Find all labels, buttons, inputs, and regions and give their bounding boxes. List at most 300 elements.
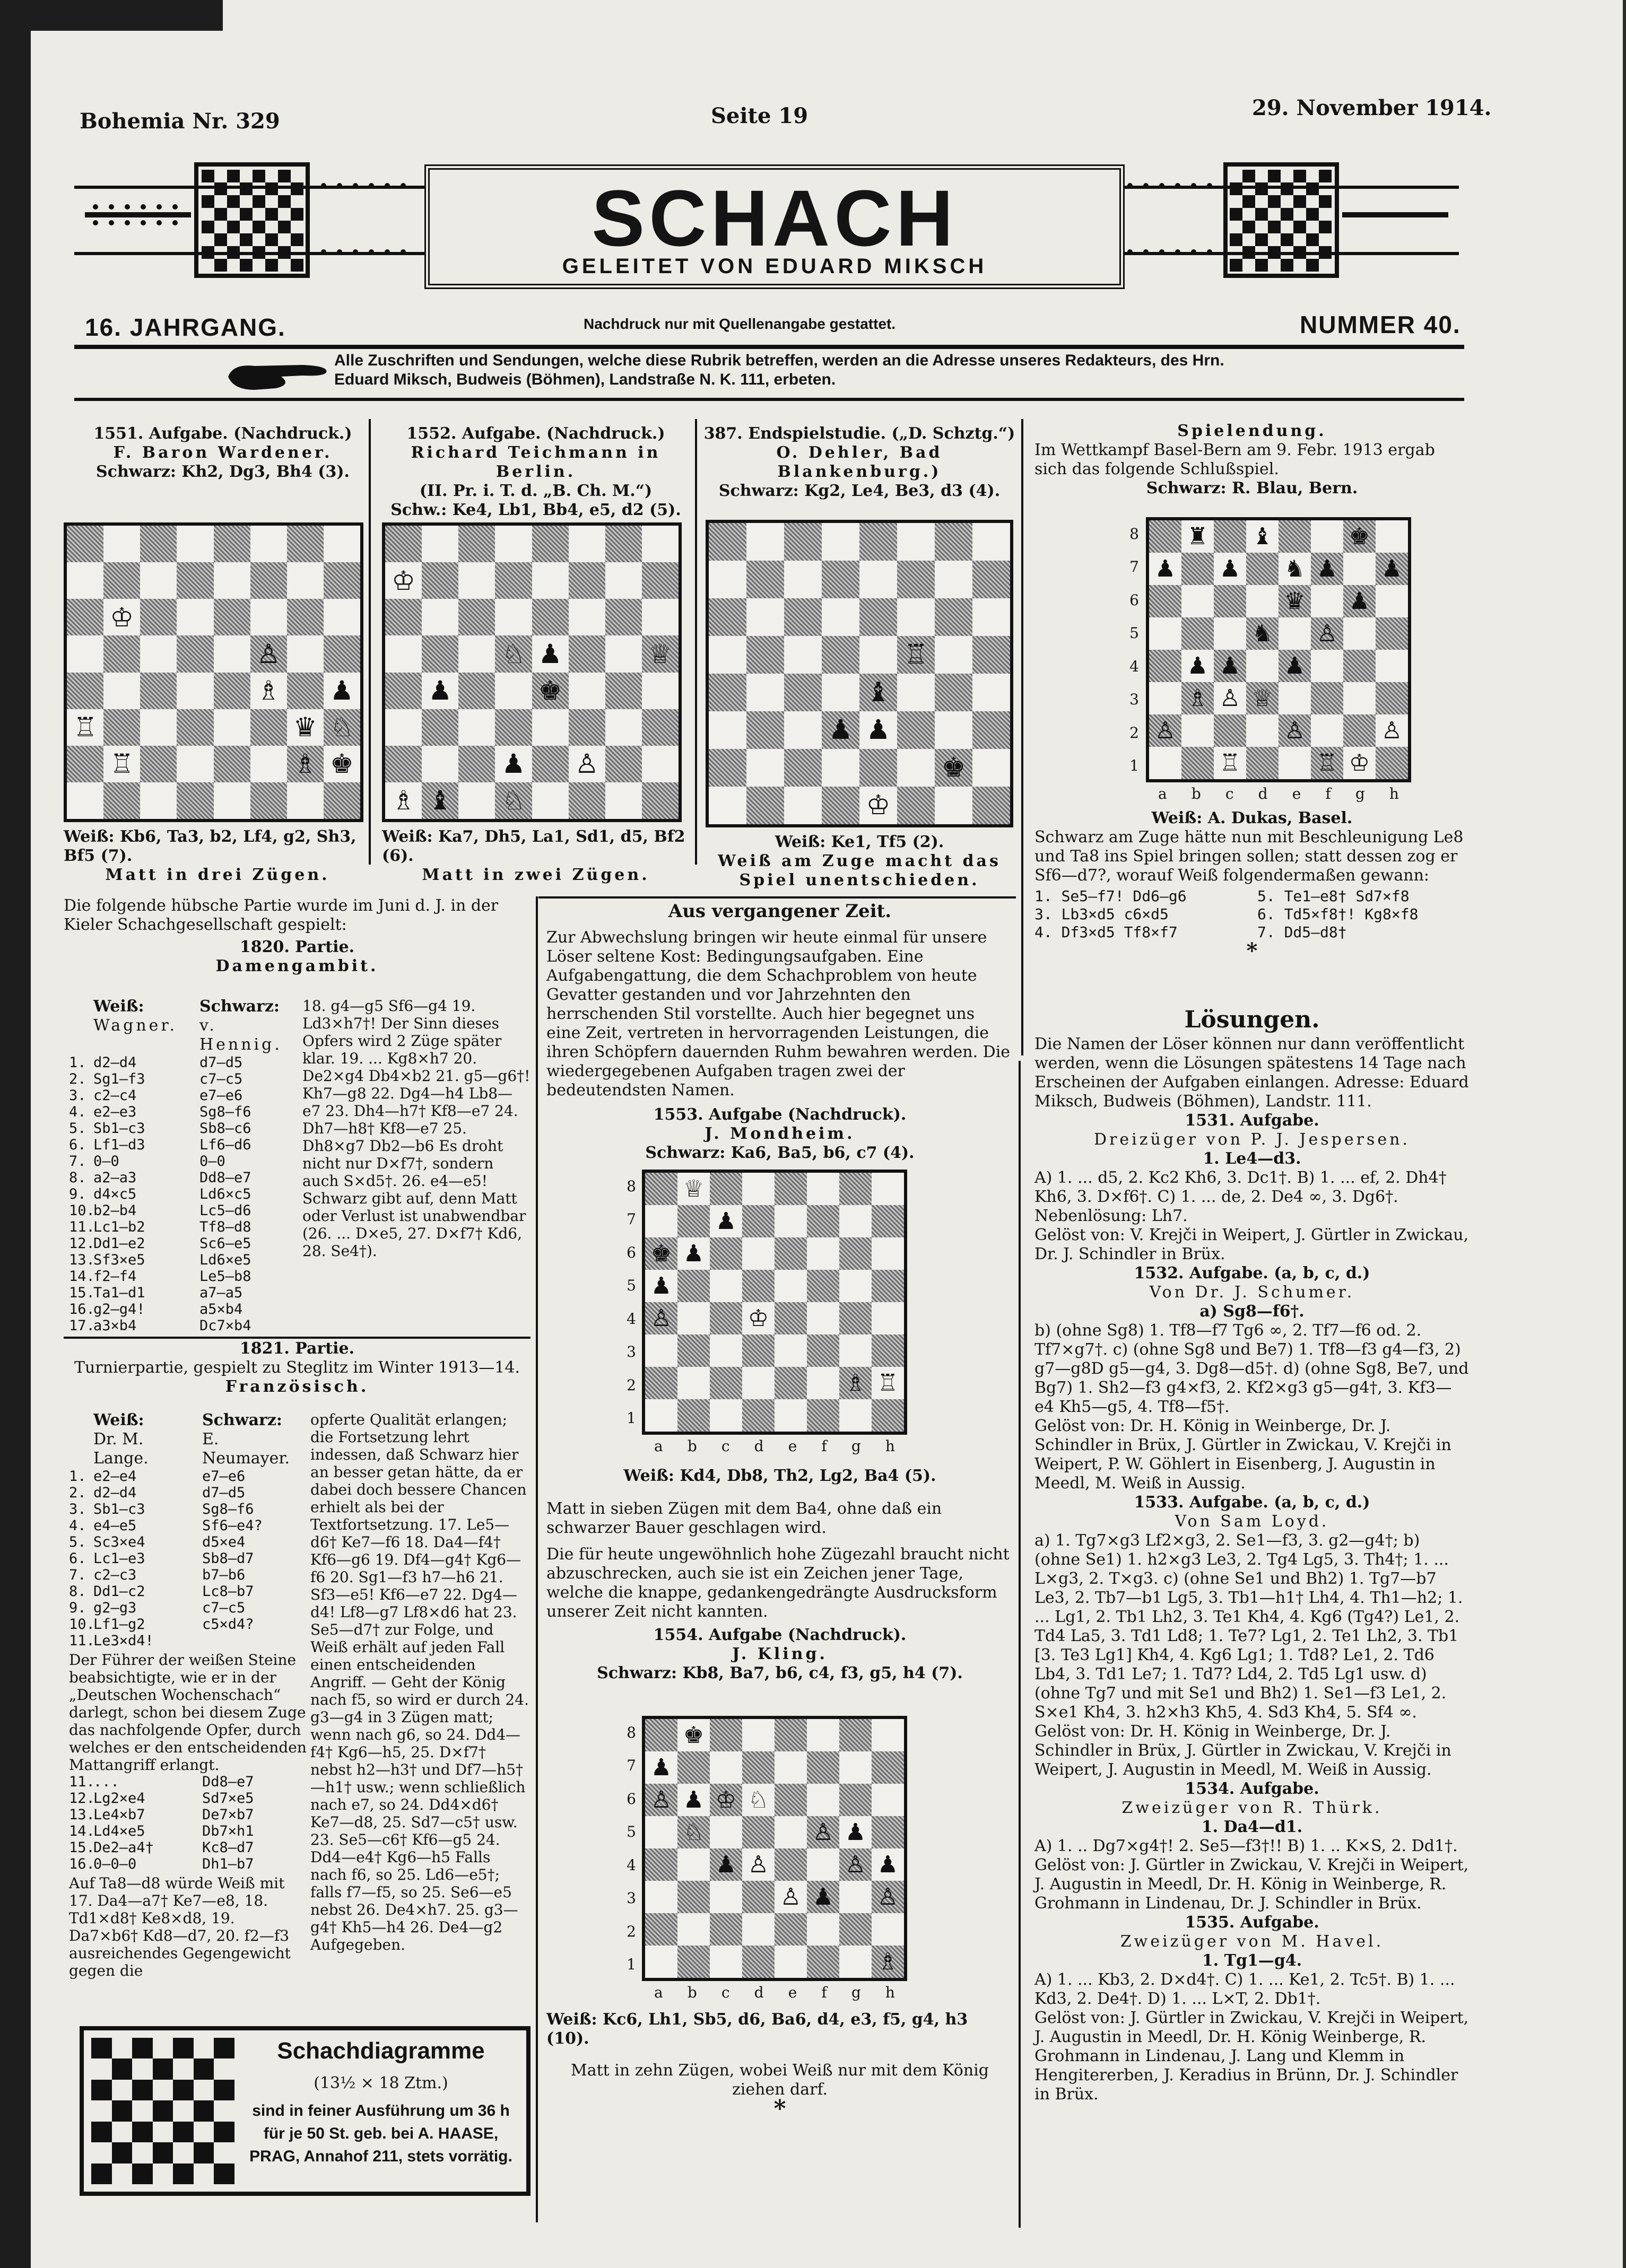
chess-piece: ♟ — [1316, 555, 1338, 582]
rank-label: 8 — [627, 1723, 636, 1741]
board-square — [103, 673, 140, 709]
board-387 — [706, 520, 1013, 827]
board-square — [1149, 617, 1181, 650]
board-square — [1343, 520, 1376, 553]
rank-label: 8 — [1129, 525, 1139, 543]
problem-stipulation: Matt in sieben Zügen mit dem Ba4, ohne daß ein schwarzer Bauer geschlagen wird. — [546, 1499, 942, 1537]
chess-piece: ♖ — [877, 1369, 899, 1397]
board-square — [839, 1367, 872, 1399]
chess-piece: ♝ — [428, 785, 453, 816]
board-square — [677, 1751, 710, 1784]
white-move: Lc1—e3 — [93, 1550, 145, 1567]
chess-piece: ♖ — [1316, 749, 1338, 777]
board-square — [645, 1399, 677, 1432]
chess-piece: ♖ — [73, 712, 97, 743]
chess-piece: ♔ — [747, 1305, 769, 1332]
reprint-notice: Nachdruck nur mit Quellenangabe gestattet. — [584, 316, 896, 332]
board-square — [177, 599, 213, 635]
board-square — [177, 782, 213, 819]
board-square — [807, 1881, 839, 1913]
move-number: 8. — [69, 1583, 86, 1600]
board-square — [287, 599, 324, 635]
solution-text: a) 1. Tg7×g3 Lf2×g3, 2. Se1—f3, 3. g2—g4†; b) (ohne Se1) 1. h2×g3 Le3, 2. Tg4 Lg5, 3. Th4†; 1. ... L×g3, 2. T×g3. c) (ohne Se1 und Bh2) 1. Tg7—b7 Le3, 2. Tb7—b1 Lg5, 3. Tb1—h1† Lh4, 4. Th1—h2; 1. ... Lg1, 2. Tb1 Lh2, 3. Te1 Kh4, 4. Kg6 (Tg4?) Le1, 2. Td4 La5, 3. Td1 Ld8; 1. Te7? Lg1, 2. Te1 Lh2, 3. Tb1 [3. Te3 Lg1] Kh4, 4. Kg6 Lg1; 1. Td8? Le1, 2. Td6 Lb4, 3. Td1 Le7; 1. Td7? Ld4, 2. Td5 Lg1 usw. d) (ohne Tg7 und mit Se1 und Bh2) 1. Se1—f3 Le1, 2. S×e1 Kh4, 3. h2×h3 Kh5, 4. Sd3 Kh4, 5. Sf4 ∞. — [1034, 1531, 1463, 1722]
board-square — [677, 1237, 710, 1270]
board-square — [287, 526, 324, 562]
solution-solvers: Gelöst von: Dr. H. König in Weinberge, Dr. J. Schindler in Brüx, J. Gürtler in Zwickau, V. Krejči in Weipert, P. W. Göhlert in Eisenberg, J. Augustin in Meedl, M. Weiß in Aussig. — [1034, 1417, 1451, 1493]
board-square — [250, 782, 287, 819]
board-square — [1181, 617, 1214, 650]
problem-1551 — [80, 424, 366, 482]
board-square — [324, 562, 360, 599]
black-player: E. Neumayer. — [202, 1430, 290, 1468]
board-square — [1214, 520, 1246, 553]
move-number: 12. — [69, 1235, 95, 1252]
board-square — [532, 746, 569, 782]
year-label: 16. JAHRGANG. — [85, 313, 286, 341]
board-square — [1214, 650, 1246, 682]
black-move: d7—d5 — [202, 1485, 246, 1501]
board-square — [645, 1173, 677, 1205]
board-square — [140, 562, 177, 599]
move-number: 5. — [69, 1120, 86, 1137]
white-move: e2—e4 — [93, 1468, 137, 1485]
chess-piece: ♚ — [683, 1722, 705, 1749]
board-square — [746, 598, 784, 636]
board-square — [710, 1367, 742, 1399]
moves-list — [69, 1054, 302, 1334]
board-square — [872, 1848, 904, 1881]
section-rule — [538, 896, 1016, 899]
board-square — [807, 1302, 839, 1334]
move-number: 8. — [69, 1170, 86, 1186]
moves-players — [69, 1016, 302, 1054]
board-square — [1279, 585, 1311, 617]
study-387 — [700, 424, 1019, 501]
board-square — [605, 635, 642, 672]
board-square — [1181, 682, 1214, 714]
move-number: 4. — [69, 1104, 86, 1120]
chess-piece: ♙ — [650, 1305, 672, 1332]
running-head-center: Seite 19 — [711, 103, 808, 128]
board-square — [385, 635, 422, 672]
white-move: b2—b4 — [93, 1202, 137, 1219]
board-square — [140, 526, 177, 562]
board-square — [872, 1302, 904, 1334]
board-square — [1376, 650, 1408, 682]
board-square — [742, 1751, 775, 1784]
separator-star: * — [773, 2095, 786, 2122]
advertisement — [80, 2026, 531, 2196]
chess-piece: ♔ — [866, 790, 891, 821]
board-square — [569, 709, 605, 746]
board-square — [140, 599, 177, 635]
board-square — [742, 1334, 775, 1367]
rank-labels — [622, 1716, 641, 1981]
board-square — [1149, 520, 1181, 553]
chess-piece: ♙ — [780, 1883, 802, 1911]
spielendung-title: Spielendung. — [1177, 422, 1327, 440]
board-square — [1181, 714, 1214, 747]
move-number: 3. — [69, 1087, 86, 1104]
board-square — [569, 599, 605, 635]
black-move: Tf8—d8 — [199, 1219, 251, 1235]
board-square — [677, 1816, 710, 1848]
black-move: b7—b6 — [202, 1567, 246, 1583]
rank-label: 4 — [627, 1310, 636, 1328]
moves-header — [69, 1411, 308, 1430]
black-move: Dd8—e7 — [202, 1774, 254, 1790]
board-square — [839, 1399, 872, 1432]
black-move: Lf6—d6 — [199, 1137, 251, 1153]
chess-piece: ♚ — [538, 675, 562, 706]
chess-piece: ♙ — [1154, 717, 1176, 744]
rank-label: 7 — [1129, 558, 1139, 576]
ad-line: PRAG, Annahof 211, stets vorrätig. — [249, 2148, 512, 2165]
board-square — [495, 709, 532, 746]
board-square — [746, 749, 784, 787]
board-square — [807, 1946, 839, 1978]
board-square — [1149, 714, 1181, 747]
board-square — [1343, 682, 1376, 714]
ad-line: sind in feiner Ausführung um 36 h — [252, 2102, 510, 2119]
section-title: Aus vergangener Zeit. — [668, 901, 892, 922]
info-rule-bottom — [74, 398, 1464, 401]
board-square — [839, 1302, 872, 1334]
board-square — [822, 598, 859, 636]
board-square — [935, 636, 972, 674]
masthead-title: SCHACH — [592, 173, 958, 263]
rank-label: 7 — [627, 1757, 636, 1775]
board-square — [1214, 617, 1246, 650]
file-label: a — [654, 1437, 663, 1455]
board-square — [1149, 585, 1181, 617]
board-square — [839, 1173, 872, 1205]
masthead-title-box — [424, 164, 1125, 289]
board-square — [1149, 650, 1181, 682]
board-square — [746, 787, 784, 824]
move-number: 1. — [69, 1468, 86, 1485]
game-1821 — [64, 1339, 531, 1397]
move-number: 9. — [69, 1600, 86, 1616]
board-square — [710, 1237, 742, 1270]
black-move: Lc5—d6 — [199, 1202, 251, 1219]
chess-piece: ♟ — [1219, 652, 1241, 679]
solution-author: Zweizüger von M. Havel. — [1120, 1932, 1384, 1951]
board-square — [495, 526, 532, 562]
white-move: g2—g3 — [93, 1600, 137, 1616]
chess-piece: ♛ — [293, 712, 317, 743]
problem-white: Weiß: Ke1, Tf5 (2). — [775, 833, 944, 851]
solution-key: 1. Da4—d1. — [1201, 1818, 1303, 1836]
chess-piece: ♟ — [683, 1240, 705, 1267]
white-move: Le4×b7 — [93, 1807, 145, 1823]
board-square — [872, 1173, 904, 1205]
board-square — [1246, 585, 1279, 617]
board-square — [605, 599, 642, 635]
board-square — [839, 1205, 872, 1237]
board-square — [710, 1751, 742, 1784]
chess-piece: ♙ — [1284, 717, 1306, 744]
board-square — [677, 1719, 710, 1751]
board-square — [775, 1848, 807, 1881]
chess-piece: ♟ — [715, 1208, 737, 1235]
chess-piece: ♟ — [1381, 555, 1403, 582]
board-square — [287, 746, 324, 782]
chess-piece: ♕ — [648, 638, 672, 669]
board-square — [495, 782, 532, 819]
chess-piece: ♗ — [293, 748, 317, 780]
board-square — [569, 635, 605, 672]
board-square — [935, 674, 972, 711]
move-number: 16. — [69, 1856, 95, 1872]
file-label: d — [1258, 785, 1268, 802]
chess-piece: ♚ — [1349, 523, 1370, 550]
white-move: Dd1—e2 — [93, 1235, 145, 1252]
board-square — [103, 746, 140, 782]
board-square — [872, 1270, 904, 1302]
board-square — [645, 1367, 677, 1399]
solution-solvers: Gelöst von: V. Krejči in Weipert, J. Gürtler in Zwickau, Dr. J. Schindler in Brüx. — [1034, 1226, 1469, 1263]
problem-source: (II. Pr. i. T. d. „B. Ch. M.“) — [419, 482, 653, 500]
board-square — [1246, 617, 1279, 650]
board-square — [642, 709, 679, 746]
board-square — [1311, 747, 1343, 779]
board-square — [250, 599, 287, 635]
board-square — [897, 711, 935, 749]
board-square — [605, 526, 642, 562]
board-square — [645, 1334, 677, 1367]
board-square — [1279, 682, 1311, 714]
move-number: 4. — [69, 1517, 86, 1534]
move-number: 5. — [69, 1534, 86, 1550]
problem-1551-footer — [64, 827, 371, 885]
black-move: Dh1—b7 — [202, 1856, 254, 1872]
move-number: 12. — [69, 1790, 95, 1807]
board-square — [177, 673, 213, 709]
info-rule-top — [74, 345, 1464, 349]
board-square — [645, 1302, 677, 1334]
board-square — [495, 635, 532, 672]
board-square — [645, 1816, 677, 1848]
rank-label: 3 — [1129, 691, 1139, 709]
board-square — [569, 746, 605, 782]
board-square — [1246, 650, 1279, 682]
board-square — [642, 599, 679, 635]
chess-piece: ♟ — [501, 748, 526, 780]
rank-label: 2 — [1129, 723, 1139, 742]
board-square — [784, 711, 822, 749]
board-square — [140, 709, 177, 746]
rank-label: 6 — [1129, 591, 1139, 609]
board-square — [709, 561, 746, 598]
board-square — [710, 1173, 742, 1205]
solutions — [1034, 1005, 1470, 2104]
board-square — [1343, 585, 1376, 617]
board-square — [872, 1719, 904, 1751]
file-label: h — [885, 1437, 895, 1455]
problem-white: Weiß: Kb6, Ta3, b2, Lf4, g2, Sh3, Bf5 (7). — [64, 827, 356, 865]
board-square — [1376, 747, 1408, 779]
chess-piece: ♙ — [845, 1851, 866, 1878]
chess-piece: ♘ — [683, 1819, 705, 1846]
problem-stipulation: Matt in drei Zügen. — [105, 866, 330, 884]
file-label: f — [821, 1437, 827, 1455]
solution-author: Zweizüger von R. Thürk. — [1121, 1799, 1382, 1817]
board-square — [67, 635, 103, 672]
board-square — [775, 1751, 807, 1784]
rank-label: 8 — [627, 1177, 636, 1195]
board-square — [605, 746, 642, 782]
black-move: 0—0 — [199, 1153, 225, 1170]
board-square — [807, 1848, 839, 1881]
board-square — [385, 746, 422, 782]
board-square — [742, 1367, 775, 1399]
board-square — [458, 746, 495, 782]
black-move: a5×b4 — [199, 1301, 243, 1318]
chess-piece: ♕ — [683, 1175, 705, 1202]
ad-title: Schachdiagramme — [277, 2038, 485, 2064]
board-square — [250, 635, 287, 672]
solution-text: A) 1. .. Dg7×g4†! 2. Se5—f3†!! B) 1. .. K×S, 2. Dd1†. — [1034, 1837, 1458, 1855]
board-square — [250, 526, 287, 562]
board-square — [140, 635, 177, 672]
chess-piece: ♙ — [650, 1786, 672, 1813]
white-move: Lf1—d3 — [93, 1137, 145, 1153]
board-square — [1214, 585, 1246, 617]
white-move: Sg1—f3 — [93, 1071, 145, 1087]
running-head-left: Bohemia Nr. 329 — [80, 109, 280, 134]
board-square — [458, 673, 495, 709]
chess-piece: ♙ — [747, 1851, 769, 1878]
board-square — [642, 635, 679, 672]
board-square — [103, 599, 140, 635]
board-square — [897, 787, 935, 824]
chess-piece: ♚ — [650, 1240, 672, 1267]
chess-piece: ♖ — [1219, 749, 1241, 777]
black-player: v. Hennig. — [199, 1016, 282, 1054]
game-number: 1820. Partie. — [239, 938, 355, 956]
move-number: 6. — [69, 1137, 86, 1153]
board-square — [677, 1946, 710, 1978]
board-square — [742, 1173, 775, 1205]
column-rule — [695, 419, 697, 865]
board-square — [839, 1816, 872, 1848]
board-square — [677, 1399, 710, 1432]
file-label: f — [821, 1984, 827, 2001]
board-square — [746, 636, 784, 674]
board-square — [645, 1751, 677, 1784]
chess-piece: ♜ — [1187, 523, 1208, 550]
black-move: c5×d4? — [202, 1616, 254, 1633]
chess-piece: ♟ — [330, 675, 354, 706]
file-label: g — [851, 1984, 861, 2001]
board-square — [67, 673, 103, 709]
file-label: c — [1225, 785, 1234, 802]
board-square — [250, 673, 287, 709]
board-square — [839, 1913, 872, 1946]
board-square — [1311, 682, 1343, 714]
board-square — [422, 709, 458, 746]
black-move: Ld6×c5 — [199, 1186, 251, 1202]
problem-1552 — [377, 424, 695, 520]
board-square — [1214, 553, 1246, 585]
board-square — [1214, 747, 1246, 779]
board-square — [872, 1237, 904, 1270]
problem-stipulation: Matt in zehn Zügen, wobei Weiß nur mit dem König ziehen darf. — [571, 2061, 989, 2099]
board-1553 — [642, 1170, 907, 1435]
board-square — [935, 598, 972, 636]
board-square — [710, 1913, 742, 1946]
black-move: Sb8—c6 — [199, 1120, 251, 1137]
board-square — [324, 599, 360, 635]
board-square — [710, 1784, 742, 1816]
rank-label: 1 — [627, 1956, 636, 1974]
board-square — [1279, 617, 1311, 650]
black-move: Sd7×e5 — [202, 1790, 254, 1807]
game-subtitle: Turnierpartie, gespielt zu Steglitz im Winter 1913—14. — [74, 1358, 520, 1377]
board-square — [709, 636, 746, 674]
board-square — [807, 1205, 839, 1237]
board-square — [872, 1816, 904, 1848]
board-square — [709, 787, 746, 824]
file-label: c — [721, 1984, 730, 2001]
problem-black: Schwarz: Kh2, Dg3, Bh4 (3). — [96, 463, 350, 481]
board-square — [250, 746, 287, 782]
board-square — [422, 746, 458, 782]
file-label: e — [788, 1437, 797, 1455]
black-move: Sf6—e4? — [202, 1517, 263, 1534]
board-square — [872, 1881, 904, 1913]
board-square — [422, 635, 458, 672]
chess-piece: ♘ — [501, 785, 526, 816]
board-square — [807, 1784, 839, 1816]
board-1554 — [642, 1716, 907, 1981]
problem-header: 1551. Aufgabe. (Nachdruck.) — [93, 424, 352, 443]
board-square — [859, 598, 897, 636]
problem-stipulation: Matt in zwei Zügen. — [422, 866, 650, 884]
board-square — [1376, 520, 1408, 553]
board-square — [1343, 714, 1376, 747]
board-square — [972, 561, 1010, 598]
board-square — [746, 561, 784, 598]
board-square — [569, 673, 605, 709]
board-square — [872, 1784, 904, 1816]
chess-piece: ♙ — [1316, 620, 1338, 647]
rank-labels — [622, 1170, 641, 1435]
board-square — [775, 1719, 807, 1751]
board-spielendung — [1146, 517, 1411, 782]
board-square — [67, 746, 103, 782]
board-square — [775, 1784, 807, 1816]
study-387-footer — [711, 833, 1008, 890]
problem-black: Schwarz: Kg2, Le4, Be3, d3 (4). — [718, 482, 1001, 500]
board-square — [822, 674, 859, 711]
board-square — [935, 787, 972, 824]
black-label: Schwarz: — [199, 997, 280, 1016]
board-square — [677, 1848, 710, 1881]
masthead-left-ornament — [74, 154, 424, 286]
separator-star: * — [1246, 938, 1258, 963]
board-square — [972, 636, 1010, 674]
problem-header: 1553. Aufgabe (Nachdruck). — [653, 1105, 907, 1124]
section-text: Zur Abwechslung bringen wir heute einmal für unsere Löser seltene Kost: Bedingungsaufgaben. Eine Aufgabengattung, die dem Schachproblem von heute Gevatter gestanden und vor Jahrzehnten den herrschenden Stil vorstellte. Auch hier begegnet uns eine Zeit, vertreten in hervorragenden Leistungen, die ihren Schöpfern dauernden Ruhm bewahren werden. Die wiedergegebenen Aufgaben tragen zwei der bedeutendsten Namen. — [546, 928, 1011, 1100]
solution-author: Von Sam Loyd. — [1175, 1512, 1329, 1531]
black-move: d7—d5 — [199, 1054, 243, 1071]
board-square — [742, 1719, 775, 1751]
board-square — [872, 1751, 904, 1784]
board-square — [250, 562, 287, 599]
board-square — [1214, 714, 1246, 747]
